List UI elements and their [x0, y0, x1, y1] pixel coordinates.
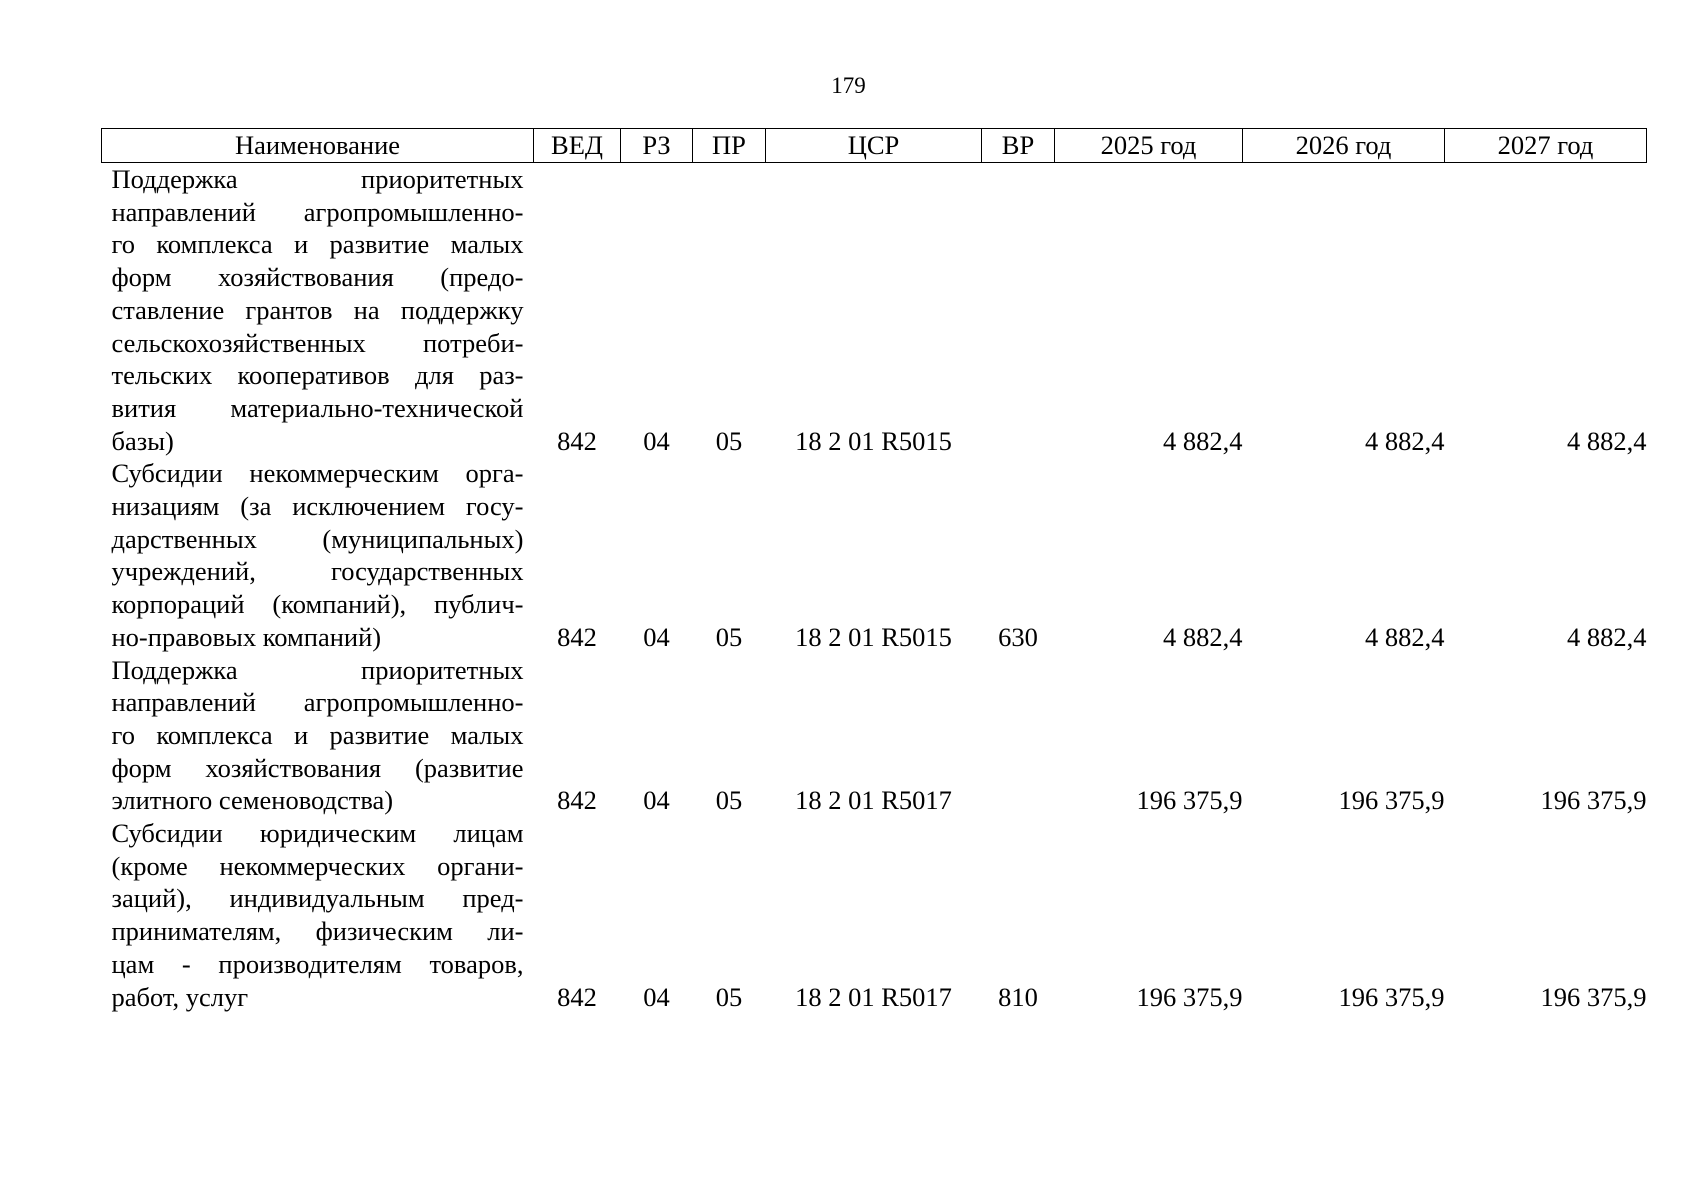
- row-name: [102, 163, 534, 458]
- header-vr: ВР: [982, 129, 1055, 163]
- row-csr: 18 2 01 R5015: [795, 621, 952, 652]
- row-name-line: го комплекса и развитие малых: [111, 719, 524, 750]
- row-ved: 842: [557, 621, 597, 652]
- row-name-line: Субсидии некоммерческим орга-: [111, 458, 524, 489]
- row-name-line: форм хозяйствования (предо-: [111, 262, 524, 293]
- row-amount-2027: 196 375,9: [1540, 785, 1647, 816]
- row-vr: 810: [998, 981, 1038, 1012]
- page-number: 179: [831, 73, 866, 98]
- row-name-line: сельскохозяйственных потреби-: [111, 327, 524, 358]
- row-name-line: ставление грантов на поддержку: [111, 294, 524, 325]
- row-pr: 05: [715, 981, 743, 1012]
- row-name-line: го комплекса и развитие малых: [111, 229, 524, 260]
- header-pr: ПР: [693, 129, 766, 163]
- row-name-line: элитного семеноводства): [111, 785, 394, 816]
- row-name-line: направлений агропромышленно-: [111, 687, 524, 718]
- row-rz: 04: [643, 981, 670, 1012]
- row-vr: 630: [998, 621, 1038, 652]
- row-name-line: учреждений, государственных: [111, 556, 524, 587]
- table-row: [102, 163, 1647, 458]
- row-name-line: но-правовых компаний): [111, 621, 382, 652]
- row-name-line: Субсидии юридическим лицам: [111, 818, 524, 849]
- row-name-line: цам - производителям товаров,: [111, 948, 524, 979]
- row-name-line: (кроме некоммерческих органи-: [111, 850, 524, 881]
- row-name: [102, 457, 534, 653]
- row-name-line: заций), индивидуальным пред-: [111, 883, 524, 914]
- header-2025: 2025 год: [1055, 129, 1243, 163]
- row-pr: 05: [715, 621, 743, 652]
- row-csr: 18 2 01 R5017: [795, 785, 952, 816]
- row-amount-2026: 4 882,4: [1365, 621, 1445, 652]
- row-amount-2027: 196 375,9: [1540, 981, 1647, 1012]
- header-rz: РЗ: [621, 129, 693, 163]
- row-amount-2027: 4 882,4: [1567, 621, 1647, 652]
- row-name-line: дарственных (муниципальных): [111, 523, 524, 554]
- row-amount-2025: 4 882,4: [1163, 425, 1243, 456]
- row-name-line: принимателям, физическим ли-: [111, 916, 524, 947]
- row-amount-2025: 196 375,9: [1136, 981, 1243, 1012]
- row-name-line: Поддержка приоритетных: [111, 164, 524, 194]
- header-name: Наименование: [102, 129, 534, 163]
- row-csr: 18 2 01 R5015: [795, 425, 952, 456]
- row-amount-2026: 196 375,9: [1338, 785, 1445, 816]
- row-name: [102, 654, 534, 818]
- row-name-line: Поддержка приоритетных: [111, 654, 524, 685]
- row-name-line: форм хозяйствования (развитие: [111, 752, 524, 783]
- table-row: [102, 457, 1647, 653]
- row-rz: 04: [643, 621, 670, 652]
- row-name-line: работ, услуг: [111, 981, 249, 1012]
- row-vr: [982, 654, 1055, 818]
- row-rz: 04: [643, 785, 670, 816]
- row-amount-2026: 196 375,9: [1338, 981, 1445, 1012]
- row-amount-2025: 4 882,4: [1163, 621, 1243, 652]
- row-name-line: вития материально-технической: [111, 392, 524, 423]
- row-name-line: корпораций (компаний), публич-: [111, 589, 524, 620]
- row-name-line: направлений агропромышленно-: [111, 196, 524, 227]
- budget-table: [101, 128, 1647, 1013]
- header-2027: 2027 год: [1445, 129, 1647, 163]
- row-amount-2026: 4 882,4: [1365, 425, 1445, 456]
- row-name-line: низациям (за исключением госу-: [111, 491, 524, 522]
- row-ved: 842: [557, 785, 597, 816]
- header-ved: ВЕД: [534, 129, 621, 163]
- header-csr: ЦСР: [766, 129, 982, 163]
- row-amount-2027: 4 882,4: [1567, 425, 1647, 456]
- row-rz: 04: [643, 425, 670, 456]
- row-amount-2025: 196 375,9: [1136, 785, 1243, 816]
- table-row: [102, 817, 1647, 1013]
- row-vr: [982, 163, 1055, 458]
- table-row: [102, 654, 1647, 818]
- row-name: [102, 817, 534, 1013]
- table-body: [102, 163, 1647, 1014]
- row-name-line: тельских кооперативов для раз-: [111, 360, 524, 391]
- row-name-line: базы): [111, 425, 174, 456]
- row-ved: 842: [557, 981, 597, 1012]
- row-pr: 05: [715, 425, 743, 456]
- row-csr: 18 2 01 R5017: [795, 981, 952, 1012]
- row-ved: 842: [557, 425, 597, 456]
- header-2026: 2026 год: [1243, 129, 1445, 163]
- row-pr: 05: [715, 785, 743, 816]
- table-header-row: [102, 129, 1647, 163]
